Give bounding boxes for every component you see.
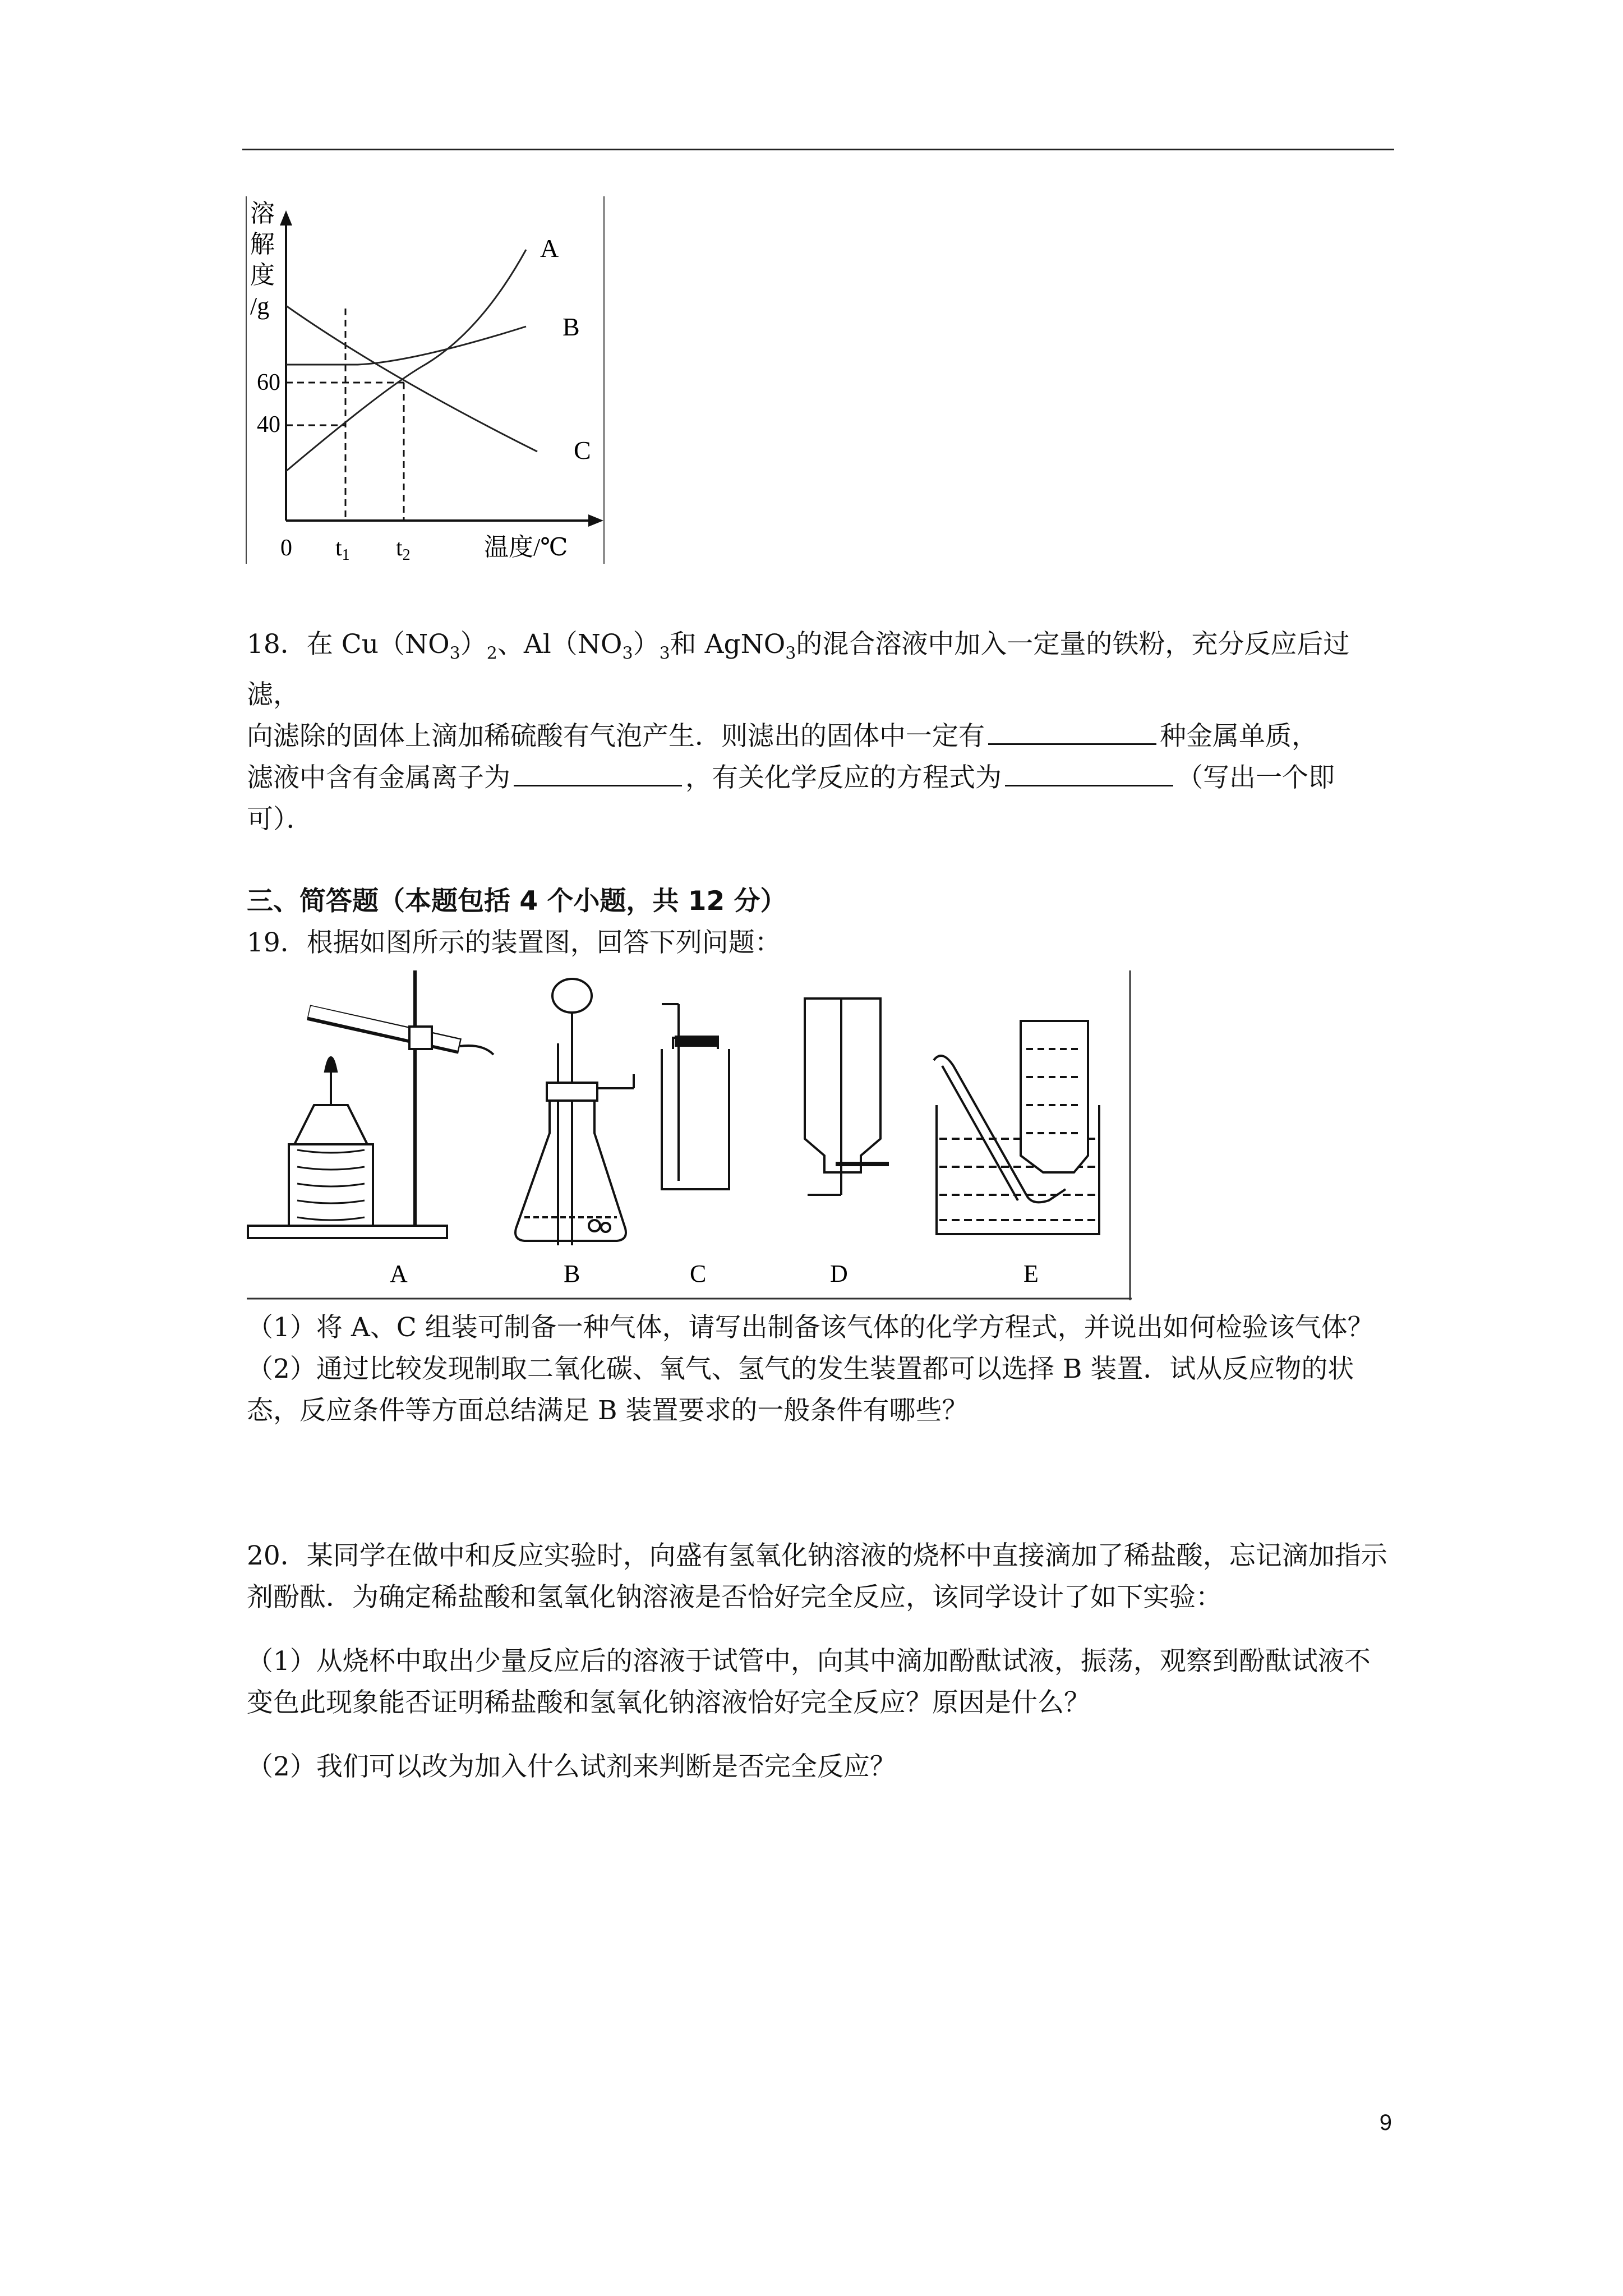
apparatus-c: [662, 1004, 729, 1189]
q19-part-2: （2）通过比较发现制取二氧化碳、氧气、氢气的发生装置都可以选择 B 装置．试从反应物的状态，反应条件等方面总结满足 B 装置要求的一般条件有哪些？: [247, 1354, 1354, 1426]
y-axis-char-4: /g: [250, 292, 270, 320]
section-3-title: 三、简答题（本题包括 4 个小题，共 12 分）: [247, 886, 787, 917]
q19-stem: 19．根据如图所示的装置图，回答下列问题：: [247, 927, 781, 958]
tick-60: 60: [257, 370, 280, 395]
apparatus-label-e: E: [1023, 1260, 1039, 1287]
q20-part-1: （1）从烧杯中取出少量反应后的溶液于试管中，向其中滴加酚酞试液，振荡，观察到酚酞试液不变色此现象能否证明稀盐酸和氢氧化钠溶液恰好完全反应？原因是什么？: [247, 1646, 1371, 1718]
apparatus-label-a: A: [390, 1260, 408, 1287]
curve-label-c-text: C: [574, 436, 591, 464]
apparatus-figure: [247, 970, 1133, 1301]
apparatus-a: [248, 970, 494, 1238]
apparatus-label-d: D: [830, 1260, 848, 1287]
section-3: [247, 881, 1396, 964]
q18-line-4: 可）．: [247, 804, 313, 835]
curve-a: [286, 250, 526, 471]
curve-label-a: A: [540, 234, 559, 263]
apparatus-e: [934, 1021, 1099, 1234]
apparatus-b: [515, 979, 634, 1245]
x-axis-arrow-icon: [588, 514, 603, 527]
q19-parts: [247, 1307, 1396, 1432]
apparatus-label-b: B: [564, 1260, 580, 1287]
page-number: 9: [1379, 2110, 1392, 2135]
question-20: [247, 1535, 1396, 1788]
curve-c: [286, 306, 537, 452]
origin-label: 0: [280, 535, 292, 561]
q20-part-2: （2）我们可以改为加入什么试剂来判断是否完全反应？: [247, 1751, 896, 1782]
x-axis-label: 温度/℃: [484, 533, 568, 561]
apparatus-label-c: C: [690, 1260, 707, 1287]
apparatus-d: [805, 999, 889, 1195]
header-rule: [242, 149, 1394, 150]
answer-blank-2[interactable]: [514, 758, 682, 786]
q20-stem: 20．某同学在做中和反应实验时，向盛有氢氧化钠溶液的烧杯中直接滴加了稀盐酸，忘记滴加指示剂酚酞．为确定稀盐酸和氢氧化钠溶液是否恰好完全反应，该同学设计了如下实验：: [247, 1540, 1387, 1613]
solubility-graph: [246, 196, 605, 567]
curve-b: [286, 326, 526, 365]
q18-line-2: 向滤除的固体上滴加稀硫酸有气泡产生．则滤出的固体中一定有 种金属单质，: [247, 716, 1396, 757]
curve-label-b: B: [562, 312, 580, 341]
y-axis-char-3: 度: [250, 261, 275, 289]
q19-part-1: （1）将 A、C 组装可制备一种气体，请写出制备该气体的化学方程式，并说出如何检验该气体？: [247, 1312, 1374, 1343]
y-axis-char-1: 溶: [250, 200, 275, 227]
answer-blank-1[interactable]: [988, 716, 1156, 745]
y-axis-arrow-icon: [280, 210, 292, 226]
answer-blank-3[interactable]: [1005, 758, 1173, 786]
q18-line-1: 18．在 $Cu(NO_3)_2$、$Al(NO_3)_3$和 AgNO$_3$的混合溶液中加入一定量的铁粉，充分反应后过滤，: [247, 629, 1350, 711]
t1-label: t1: [335, 535, 350, 564]
y-axis-char-2: 解: [250, 231, 275, 258]
q18-line-3: 滤液中含有金属离子为 ，有关化学反应的方程式为 （写出一个即: [247, 757, 1396, 799]
t2-label: t2: [396, 535, 411, 564]
question-18: [247, 624, 1396, 840]
tick-40: 40: [257, 412, 280, 438]
